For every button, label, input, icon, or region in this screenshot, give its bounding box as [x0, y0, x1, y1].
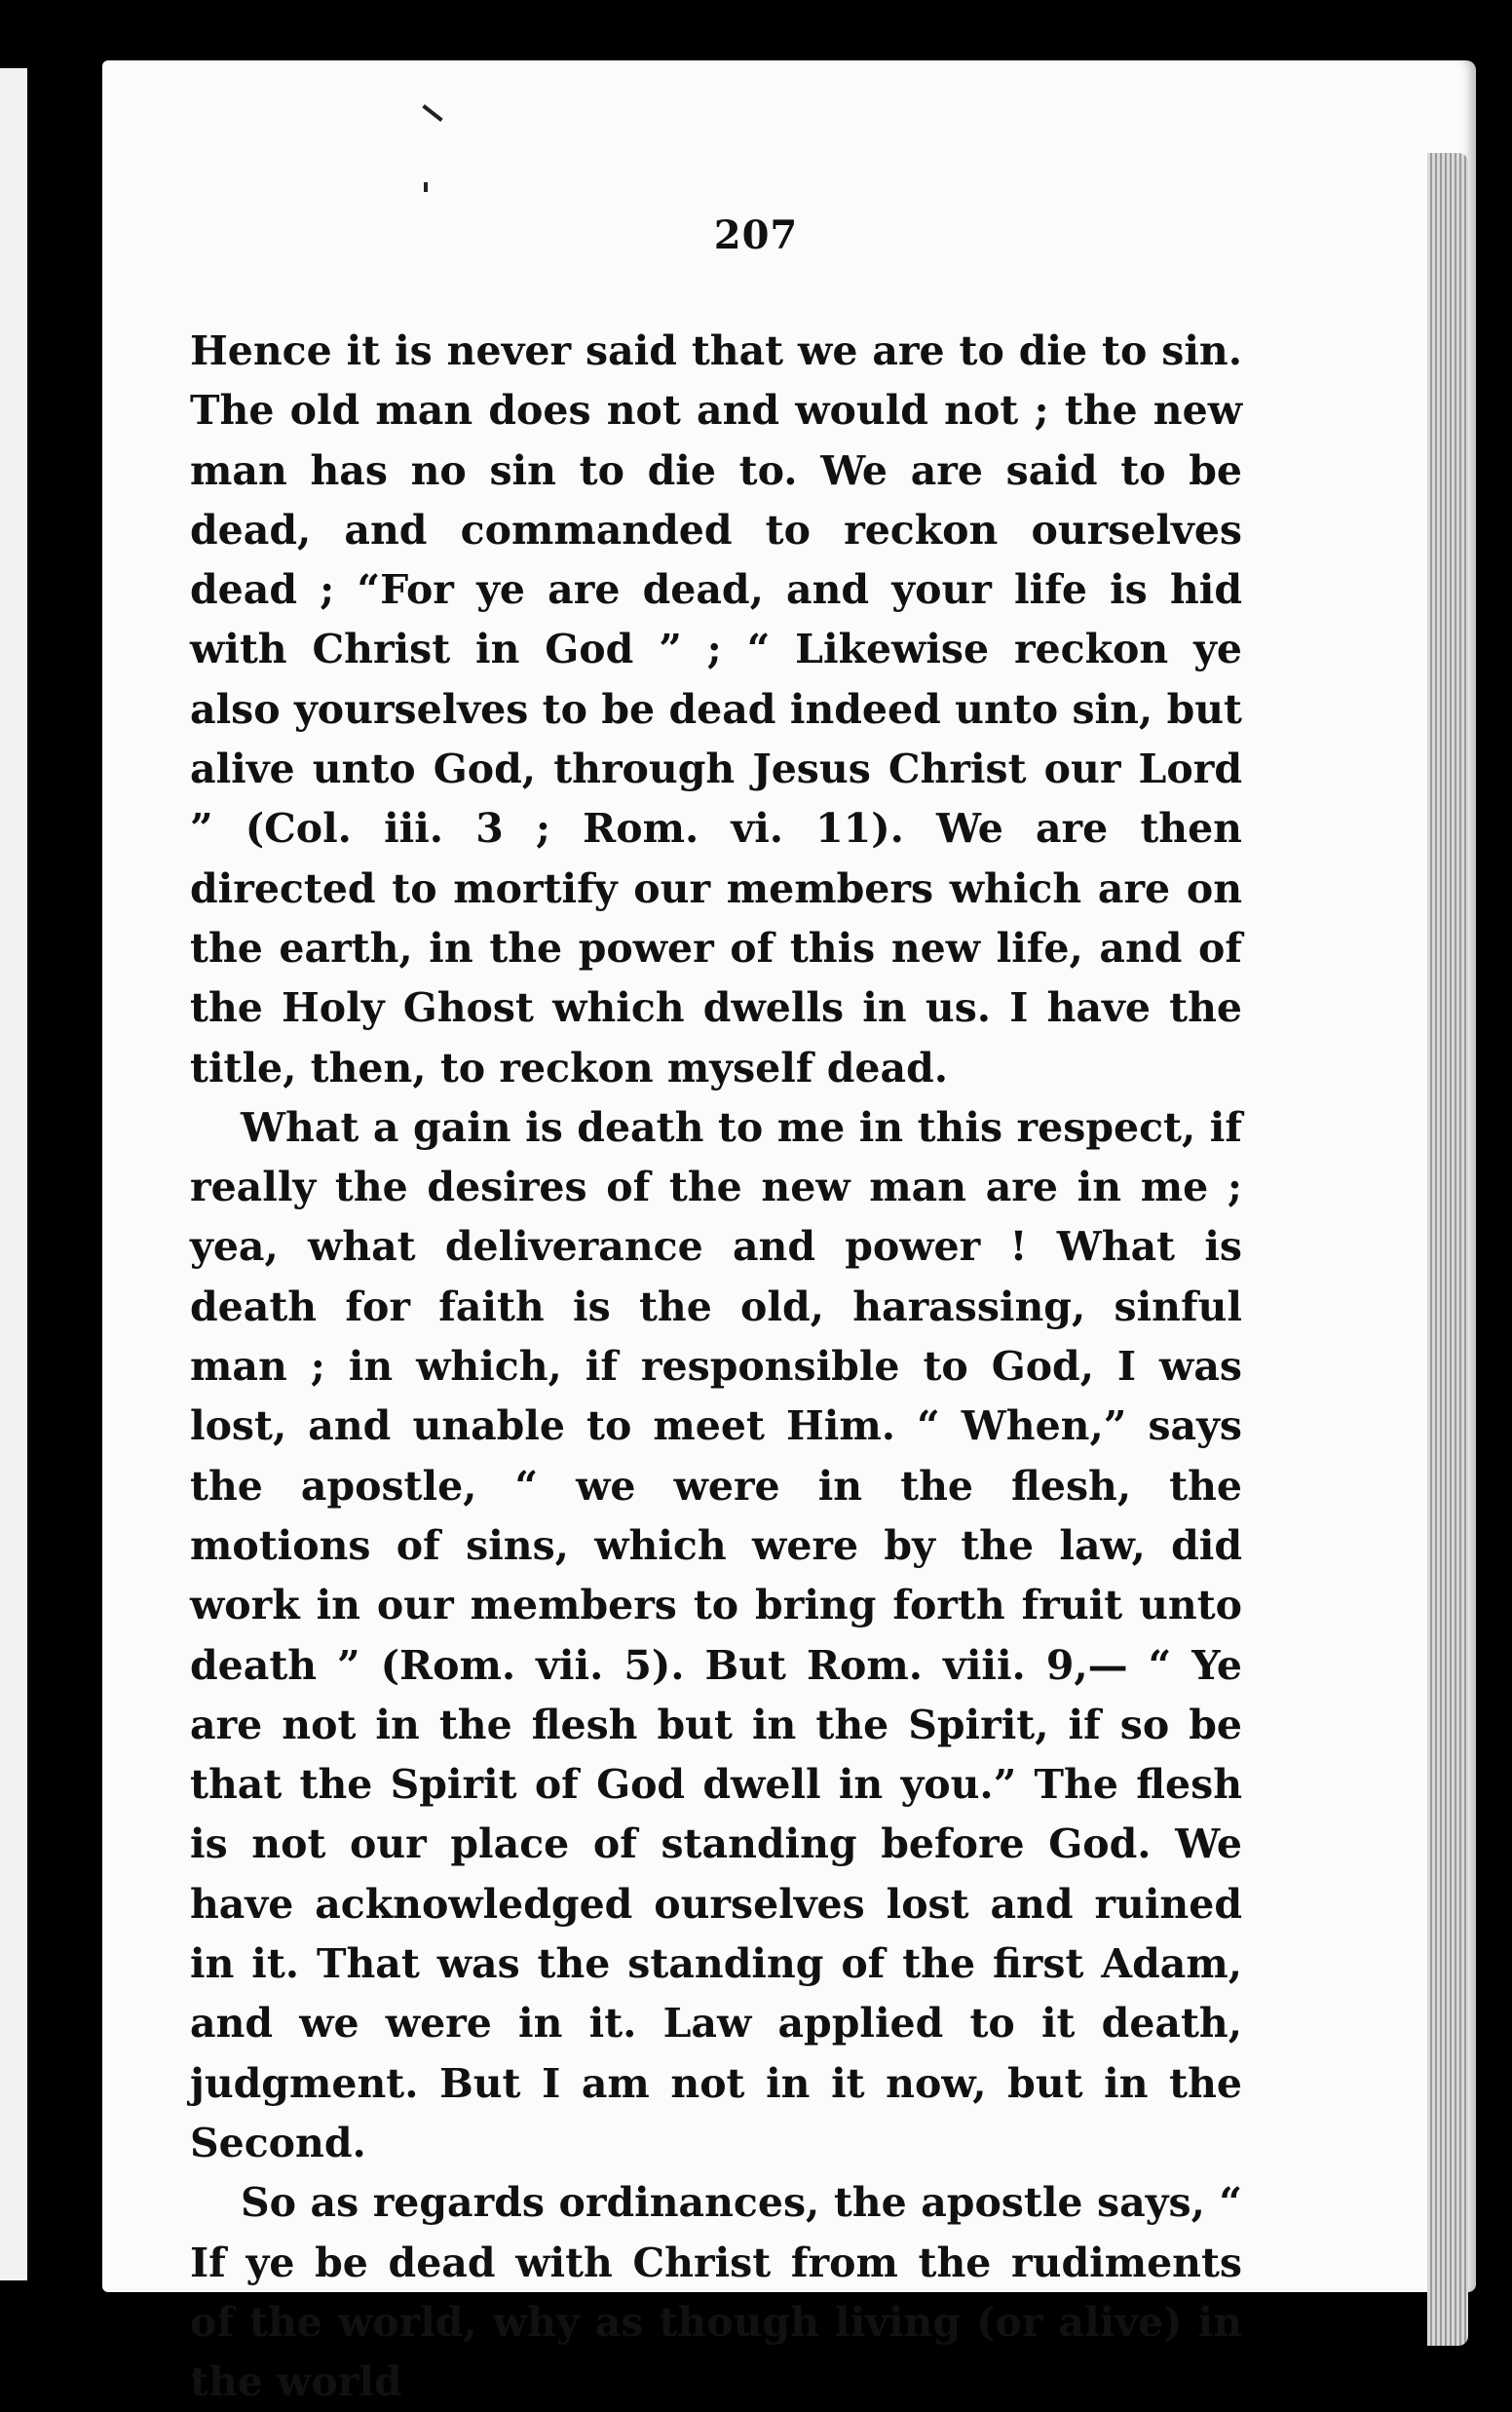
adjacent-page-edge — [0, 68, 27, 2280]
page-number: 207 — [713, 212, 799, 258]
paragraph: So as regards ordinances, the apostle says, “ If ye be dead with Christ from the rudiments of the world, why as though living (or alive) in the world — [190, 2179, 1242, 2406]
page-edges — [1427, 153, 1468, 2346]
ink-dot — [424, 182, 428, 192]
ink-mark — [422, 104, 442, 122]
paragraph: What a gain is death to me in this respect, if really the desires of the new man are in me ; yea, what deliverance and power ! What is death for faith is the old, harassing, sinful man ; in which, if responsible to God, I was lost, and unable to meet Him. “ When,” says the apostle, “ we were in the flesh, the motions of sins, which were by the law, did work in our members to bring forth fruit unto death ” (Rom. vii. 5). But Rom. viii. 9,— “ Ye are not in the flesh but in the Spirit, if so be that the Spirit of God dwell in you.” The flesh is not our place of standing before God. We have acknowledged ourselves lost and ruined in it. That was the standing of the first Adam, and we were in it. Law applied to it death, judgment. But I am not in it now, but in the Second. — [190, 1103, 1242, 2166]
paragraph: Hence it is never said that we are to die to sin. The old man does not and would not ; the new man has no sin to die to. We are said to be dead, and commanded to reckon ourselves dead ; “For ye are dead, and your life is hid with Christ in God ” ; “ Likewise reckon ye also yourselves to be dead indeed unto sin, but alive unto God, through Jesus Christ our Lord ” (Col. iii. 3 ; Rom. vi. 11). We are then directed to mortify our members which are on the earth, in the power of this new life, and of the Holy Ghost which dwells in us. I have the title, then, to reckon myself dead. — [190, 327, 1242, 1091]
body-text — [190, 322, 1242, 2412]
